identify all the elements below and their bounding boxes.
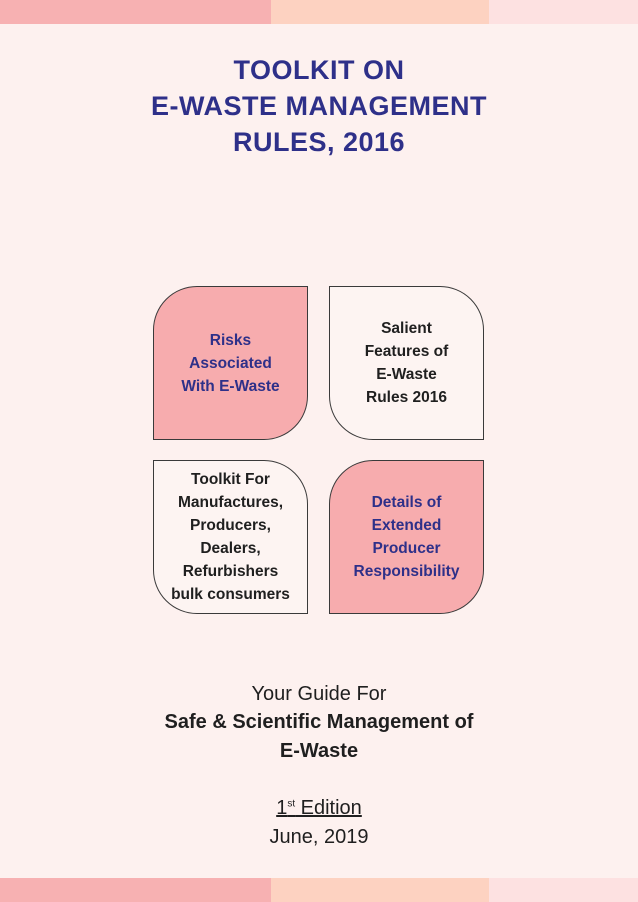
edition-number: 1 bbox=[276, 797, 288, 819]
title-line-1: TOOLKIT ON bbox=[233, 55, 405, 85]
band-segment-pink bbox=[0, 0, 271, 24]
edition-line bbox=[0, 794, 638, 823]
band-segment-peach bbox=[271, 0, 489, 24]
band-segment-light bbox=[489, 878, 638, 902]
tile-risks-text: Risks Associated With E-Waste bbox=[181, 331, 280, 395]
tile-salient-features-text: Salient Features of E-Waste Rules 2016 bbox=[364, 320, 449, 406]
tile-risks bbox=[153, 286, 308, 440]
edition-label bbox=[276, 797, 362, 819]
bottom-color-band bbox=[0, 878, 638, 902]
title-line-3: RULES, 2016 bbox=[232, 127, 406, 157]
edition-word: Edition bbox=[295, 797, 362, 819]
band-segment-light bbox=[489, 0, 638, 24]
edition-date: June, 2019 bbox=[269, 826, 369, 848]
tile-toolkit-text: Toolkit For Manufactures, Producers, Dealers, Refurbishers bulk consumers bbox=[171, 471, 290, 603]
edition-block bbox=[0, 794, 638, 852]
title-line-2: E-WASTE MANAGEMENT bbox=[151, 91, 487, 121]
document-title bbox=[0, 52, 638, 160]
band-segment-peach bbox=[271, 878, 489, 902]
guide-line-3: E-Waste bbox=[279, 740, 359, 762]
guide-block bbox=[0, 681, 638, 766]
tile-epr-details bbox=[329, 460, 484, 614]
tile-salient-features bbox=[329, 286, 484, 440]
edition-suffix: st bbox=[287, 798, 296, 810]
tile-epr-details-text: Details of Extended Producer Responsibility bbox=[353, 494, 460, 580]
top-color-band bbox=[0, 0, 638, 24]
guide-line-1: Your Guide For bbox=[251, 683, 387, 705]
band-segment-pink bbox=[0, 878, 271, 902]
tile-toolkit bbox=[153, 460, 308, 614]
guide-line-2: Safe & Scientific Management of bbox=[164, 711, 474, 733]
